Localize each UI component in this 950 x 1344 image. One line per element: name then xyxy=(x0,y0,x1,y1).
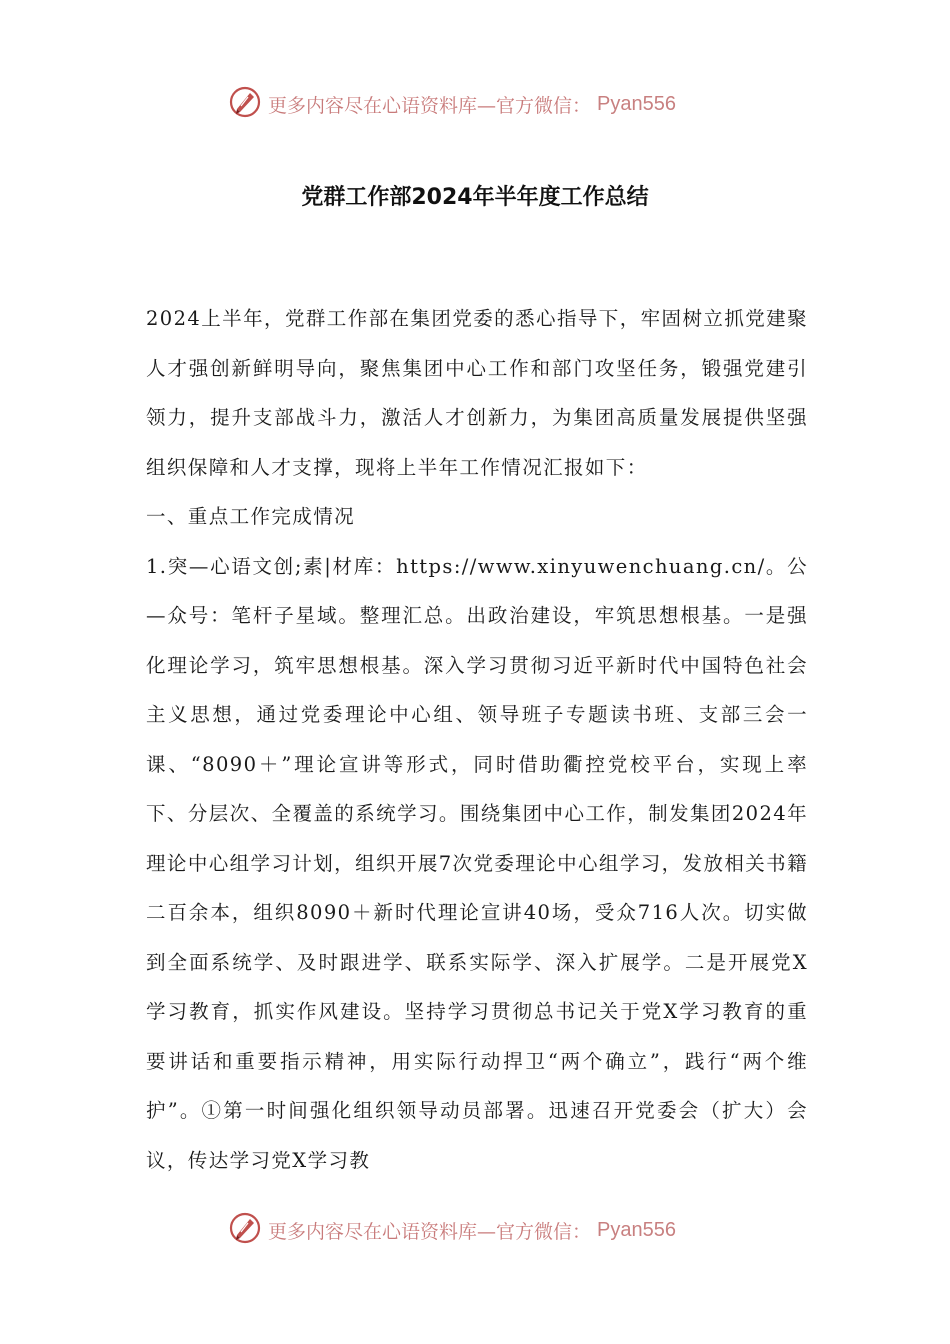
pen-nib-circle-icon xyxy=(228,85,262,123)
watermark-text: 更多内容尽在心语资料库—官方微信： xyxy=(268,1220,592,1243)
document-title: 党群工作部2024年半年度工作总结 xyxy=(301,185,649,210)
watermark-text: 更多内容尽在心语资料库—官方微信： xyxy=(268,94,592,117)
watermark-wechat-id: Pyan556 xyxy=(597,92,676,115)
watermark-wechat-id: Pyan556 xyxy=(597,1218,676,1241)
pen-nib-circle-icon xyxy=(228,1211,262,1249)
watermark-banner-top xyxy=(228,86,748,122)
paragraph-section-1: 1.突—心语文创;素|材库：https://www.xinyuwenchuang.cn/。公—众号：笔杆子星域。整理汇总。出政治建设，牢筑思想根基。一是强化理论学习，筑牢思想根基。深入学习贯彻习近平新时代中国特色社会主义思想，通过党委理论中心组、领导班子专题读书班、支部三会一课、“8090＋”理论宣讲等形式，同时借助衢控党校平台，实现上率下、分层次、全覆盖的系统学习。围绕集团中心工作，制发集团2024年理论中心组学习计划，组织开展7次党委理论中心组学习，发放相关书籍二百余本，组织8090＋新时代理论宣讲40场，受众716人次。切实做到全面系统学、及时跟进学、联系实际学、深入扩展学。二是开展党X学习教育，抓实作风建设。坚持学习贯彻总书记关于党X学习教育的重要讲话和重要指示精神，用实际行动捍卫“两个确立”，践行“两个维护”。①第一时间强化组织领导动员部署。迅速召开党委会（扩大）会议，传达学习党X学习教 xyxy=(146,554,808,1172)
section-heading: 一、重点工作完成情况 xyxy=(146,505,356,528)
paragraph-intro: 2024上半年，党群工作部在集团党委的悉心指导下，牢固树立抓党建聚人才强创新鲜明导向，聚焦集团中心工作和部门攻坚任务，锻强党建引领力，提升支部战斗力，激活人才创新力，为集团高质量发展提供坚强组织保障和人才支撑，现将上半年工作情况汇报如下： xyxy=(146,307,808,479)
document-body xyxy=(146,294,808,1185)
watermark-banner-bottom xyxy=(228,1212,748,1248)
